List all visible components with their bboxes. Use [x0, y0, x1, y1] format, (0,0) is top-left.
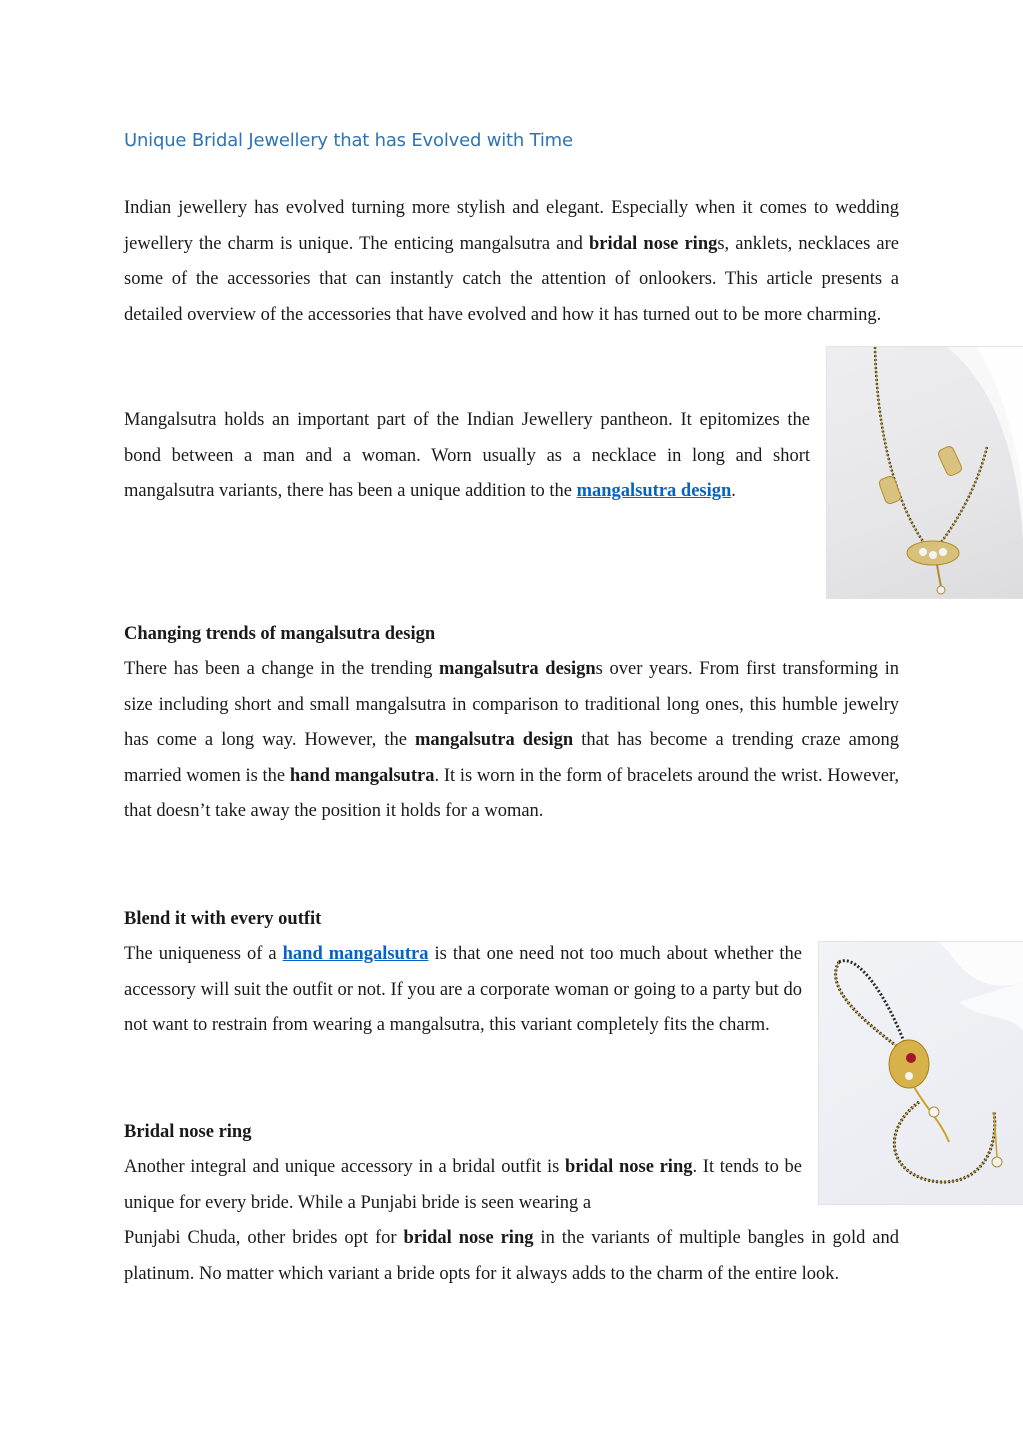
nose-ring-paragraph-a [124, 1150, 802, 1221]
mangalsutra-design-link[interactable]: mangalsutra design [576, 481, 732, 502]
trends-text-4: . It is worn in the form of bracelets around the wrist. However, that doesn’t take away the position it holds for a woman. [124, 765, 899, 822]
outfit-text-1: The uniqueness of a [124, 944, 283, 964]
section-heading-nose-ring: Bridal nose ring [124, 1122, 252, 1142]
nose-ring-text-3: Punjabi Chuda, other brides opt for [124, 1228, 404, 1248]
page-title: Unique Bridal Jewellery that has Evolved with Time [124, 130, 573, 151]
trends-text-1: There has been a change in the trending [124, 659, 439, 679]
hand-mangalsutra-image [818, 941, 1023, 1205]
mangalsutra-text-2: . [731, 481, 736, 502]
nose-ring-text-2: . It tends to be unique for every bride. While a Punjabi bride is seen wearing a [124, 1157, 802, 1213]
intro-bold: bridal nose ring [589, 233, 718, 254]
trends-text-2: s over years. From first transforming in size including short and small mangalsutra in comparison to traditional long ones, this humble jewelry has come a long way. However, the [124, 659, 899, 751]
mangalsutra-paragraph [124, 403, 810, 510]
nose-ring-text-4: in the variants of multiple bangles in gold and platinum. No matter which variant a bride opts for it always adds to the charm of the entire look. [124, 1228, 899, 1284]
trends-bold-3: hand mangalsutra [289, 765, 435, 786]
nose-ring-bold-2: bridal nose ring [403, 1228, 534, 1248]
nose-ring-paragraph-b [124, 1221, 899, 1292]
mangalsutra-necklace-illustration [827, 347, 1023, 598]
hand-mangalsutra-link[interactable]: hand mangalsutra [282, 944, 429, 964]
nose-ring-text-1: Another integral and unique accessory in a bridal outfit is [124, 1157, 565, 1177]
trends-text-3: that has become a trending craze among married women is the [124, 730, 899, 786]
section-heading-trends: Changing trends of mangalsutra design [124, 624, 436, 644]
intro-text-2: s, anklets, necklaces are some of the accessories that can instantly catch the attention of onlookers. This article presents a detailed overview of the accessories that have evolved and how it has turned out to be more charming. [124, 233, 899, 325]
intro-paragraph [124, 191, 899, 333]
intro-text-1: Indian jewellery has evolved turning more stylish and elegant. Especially when it comes to wedding jewellery the charm is unique. The enticing mangalsutra and [124, 198, 899, 254]
mangalsutra-necklace-image [826, 346, 1023, 599]
section-heading-outfit: Blend it with every outfit [124, 909, 322, 929]
outfit-paragraph [124, 937, 802, 1044]
trends-bold-1: mangalsutra design [438, 659, 596, 679]
nose-ring-bold-1: bridal nose ring [564, 1157, 693, 1177]
outfit-text-2: is that one need not too much about whether the accessory will suit the outfit or not. If you are a corporate woman or going to a party but do not want to restrain from wearing a mangalsutra, this variant completely fits the charm. [124, 944, 802, 1036]
trends-bold-2: mangalsutra design [415, 730, 574, 751]
hand-mangalsutra-illustration [819, 942, 1023, 1204]
trends-paragraph [124, 652, 899, 830]
mangalsutra-text-1: Mangalsutra holds an important part of the Indian Jewellery pantheon. It epitomizes the bond between a man and a woman. Worn usually as a necklace in long and short mangalsutra variants, there has been a unique addition to the [124, 410, 810, 502]
